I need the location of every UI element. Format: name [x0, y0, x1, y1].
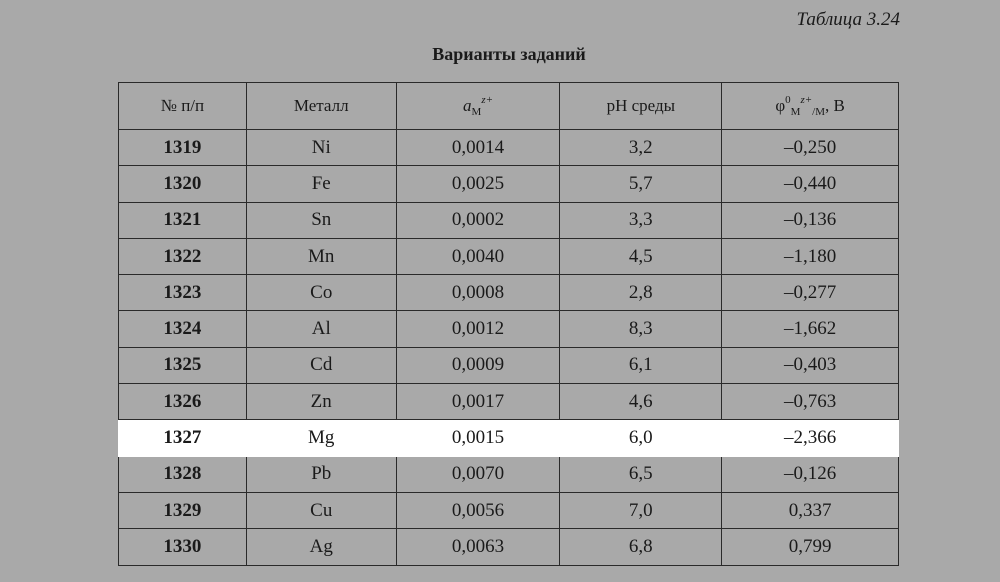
cell-activity: 0,0014 [396, 130, 560, 166]
cell-potential: –0,763 [722, 384, 899, 420]
cell-ph: 6,1 [560, 347, 722, 383]
table-row [119, 347, 899, 383]
cell-ph: 4,6 [560, 384, 722, 420]
cell-metal: Cd [246, 347, 396, 383]
cell-activity: 0,0070 [396, 456, 560, 492]
cell-ph: 7,0 [560, 492, 722, 528]
table-row [119, 492, 899, 528]
cell-number: 1327 [119, 420, 247, 456]
cell-ph: 4,5 [560, 238, 722, 274]
cell-activity: 0,0063 [396, 529, 560, 565]
cell-activity: 0,0008 [396, 275, 560, 311]
cell-metal: Co [246, 275, 396, 311]
cell-ph: 6,0 [560, 420, 722, 456]
table-row [119, 420, 899, 456]
table-row [119, 166, 899, 202]
cell-activity: 0,0015 [396, 420, 560, 456]
table-row [119, 456, 899, 492]
cell-number: 1329 [119, 492, 247, 528]
cell-number: 1324 [119, 311, 247, 347]
header-potential: $\varphi^0_M^{z+}_{/M}$, В [722, 83, 899, 130]
cell-number: 1320 [119, 166, 247, 202]
table-row [119, 202, 899, 238]
header-number: № п/п [119, 83, 247, 130]
cell-metal: Ni [246, 130, 396, 166]
header-activity: $a_M^{z+}$ [396, 83, 560, 130]
table-body [119, 130, 899, 566]
cell-potential: –0,277 [722, 275, 899, 311]
table-row [119, 311, 899, 347]
cell-potential: –0,403 [722, 347, 899, 383]
cell-metal: Fe [246, 166, 396, 202]
header-metal: Металл [246, 83, 396, 130]
cell-number: 1325 [119, 347, 247, 383]
cell-potential: –1,180 [722, 238, 899, 274]
cell-potential: –1,662 [722, 311, 899, 347]
cell-number: 1328 [119, 456, 247, 492]
cell-potential: –0,126 [722, 456, 899, 492]
cell-potential: 0,799 [722, 529, 899, 565]
cell-activity: 0,0009 [396, 347, 560, 383]
cell-ph: 6,5 [560, 456, 722, 492]
cell-activity: 0,0040 [396, 238, 560, 274]
cell-ph: 5,7 [560, 166, 722, 202]
cell-activity: 0,0025 [396, 166, 560, 202]
table-row [119, 130, 899, 166]
cell-potential: –0,440 [722, 166, 899, 202]
cell-activity: 0,0012 [396, 311, 560, 347]
table-row [119, 529, 899, 565]
table-number-label: Таблица 3.24 [796, 9, 900, 30]
cell-number: 1321 [119, 202, 247, 238]
cell-potential: –0,136 [722, 202, 899, 238]
cell-ph: 6,8 [560, 529, 722, 565]
cell-metal: Zn [246, 384, 396, 420]
table-row [119, 384, 899, 420]
cell-activity: 0,0056 [396, 492, 560, 528]
variants-table [118, 82, 899, 566]
cell-metal: Mn [246, 238, 396, 274]
cell-metal: Sn [246, 202, 396, 238]
cell-potential: –0,250 [722, 130, 899, 166]
cell-metal: Mg [246, 420, 396, 456]
cell-ph: 3,2 [560, 130, 722, 166]
cell-metal: Al [246, 311, 396, 347]
table-row [119, 238, 899, 274]
cell-number: 1319 [119, 130, 247, 166]
table-title: Варианты заданий [432, 44, 586, 64]
cell-metal: Ag [246, 529, 396, 565]
table-header-row [119, 83, 899, 130]
cell-metal: Pb [246, 456, 396, 492]
cell-ph: 2,8 [560, 275, 722, 311]
cell-number: 1330 [119, 529, 247, 565]
header-ph: pH среды [560, 83, 722, 130]
cell-potential: –2,366 [722, 420, 899, 456]
cell-potential: 0,337 [722, 492, 899, 528]
cell-activity: 0,0017 [396, 384, 560, 420]
cell-activity: 0,0002 [396, 202, 560, 238]
cell-number: 1323 [119, 275, 247, 311]
cell-number: 1326 [119, 384, 247, 420]
cell-ph: 8,3 [560, 311, 722, 347]
cell-number: 1322 [119, 238, 247, 274]
cell-ph: 3,3 [560, 202, 722, 238]
cell-metal: Cu [246, 492, 396, 528]
table-row [119, 275, 899, 311]
